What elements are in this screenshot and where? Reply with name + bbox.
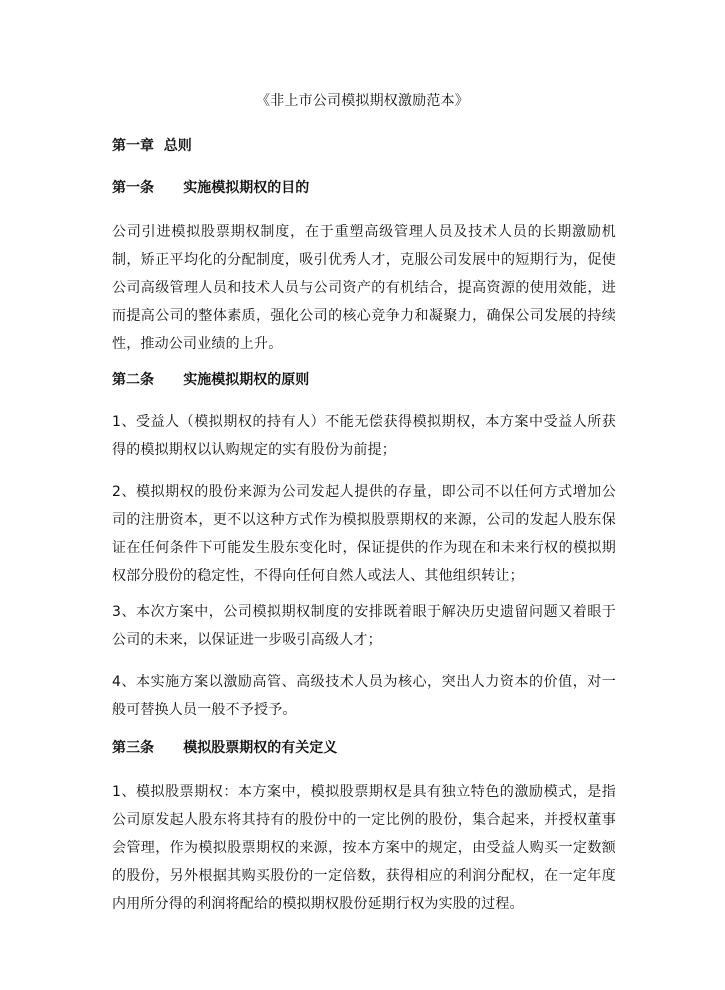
article-1-heading: 第一条 实施模拟期权的目的 [112,180,310,196]
document-title: 《非上市公司模拟期权激励范本》 [256,93,469,109]
chapter-heading: 第一章 总则 [112,138,192,154]
article-2-paragraph-3: 3、本次方案中，公司模拟期权制度的安排既着眼于解决历史遗留问题又着眼于公司的未来，以保证进一步吸引高级人才； [112,604,616,648]
article-2-heading: 第二条 实施模拟期权的原则 [112,372,310,388]
article-3-heading: 第三条 模拟股票期权的有关定义 [112,740,338,756]
article-2-paragraph-1: 1、受益人（模拟期权的持有人）不能无偿获得模拟期权，本方案中受益人所获得的模拟期权以认购规定的实有股份为前提； [112,414,616,458]
article-1-paragraph: 公司引进模拟股票期权制度，在于重塑高级管理人员及技术人员的长期激励机制，矫正平均化的分配制度，吸引优秀人才，克服公司发展中的短期行为，促使公司高级管理人员和技术人员与公司资产的有机结合，提高资源的使用效能，进而提高公司的整体素质，强化公司的核心竞争力和凝聚力，确保公司发展的持续性，推动公司业绩的上升。 [112,224,616,352]
article-2-paragraph-2: 2、模拟期权的股份来源为公司发起人提供的存量，即公司不以任何方式增加公司的注册资本，更不以这种方式作为模拟股票期权的来源，公司的发起人股东保证在任何条件下可能发生股东变化时，保证提供的作为现在和未来行权的模拟期权部分股份的稳定性，不得向任何自然人或法人、其他组织转让； [112,484,616,584]
article-2-paragraph-4: 4、本实施方案以激励高管、高级技术人员为核心，突出人力资本的价值，对一般可替换人员一般不予授予。 [112,674,616,718]
article-3-paragraph-1: 1、模拟股票期权：本方案中，模拟股票期权是具有独立特色的激励模式，是指公司原发起人股东将其持有的股份中的一定比例的股份，集合起来，并授权董事会管理，作为模拟股票期权的来源，按本方案中的规定，由受益人购买一定数额的股份，另外根据其购买股份的一定倍数，获得相应的利润分配权，在一定年度内用所分得的利润将配给的模拟期权股份延期行权为实股的过程。 [112,784,616,912]
